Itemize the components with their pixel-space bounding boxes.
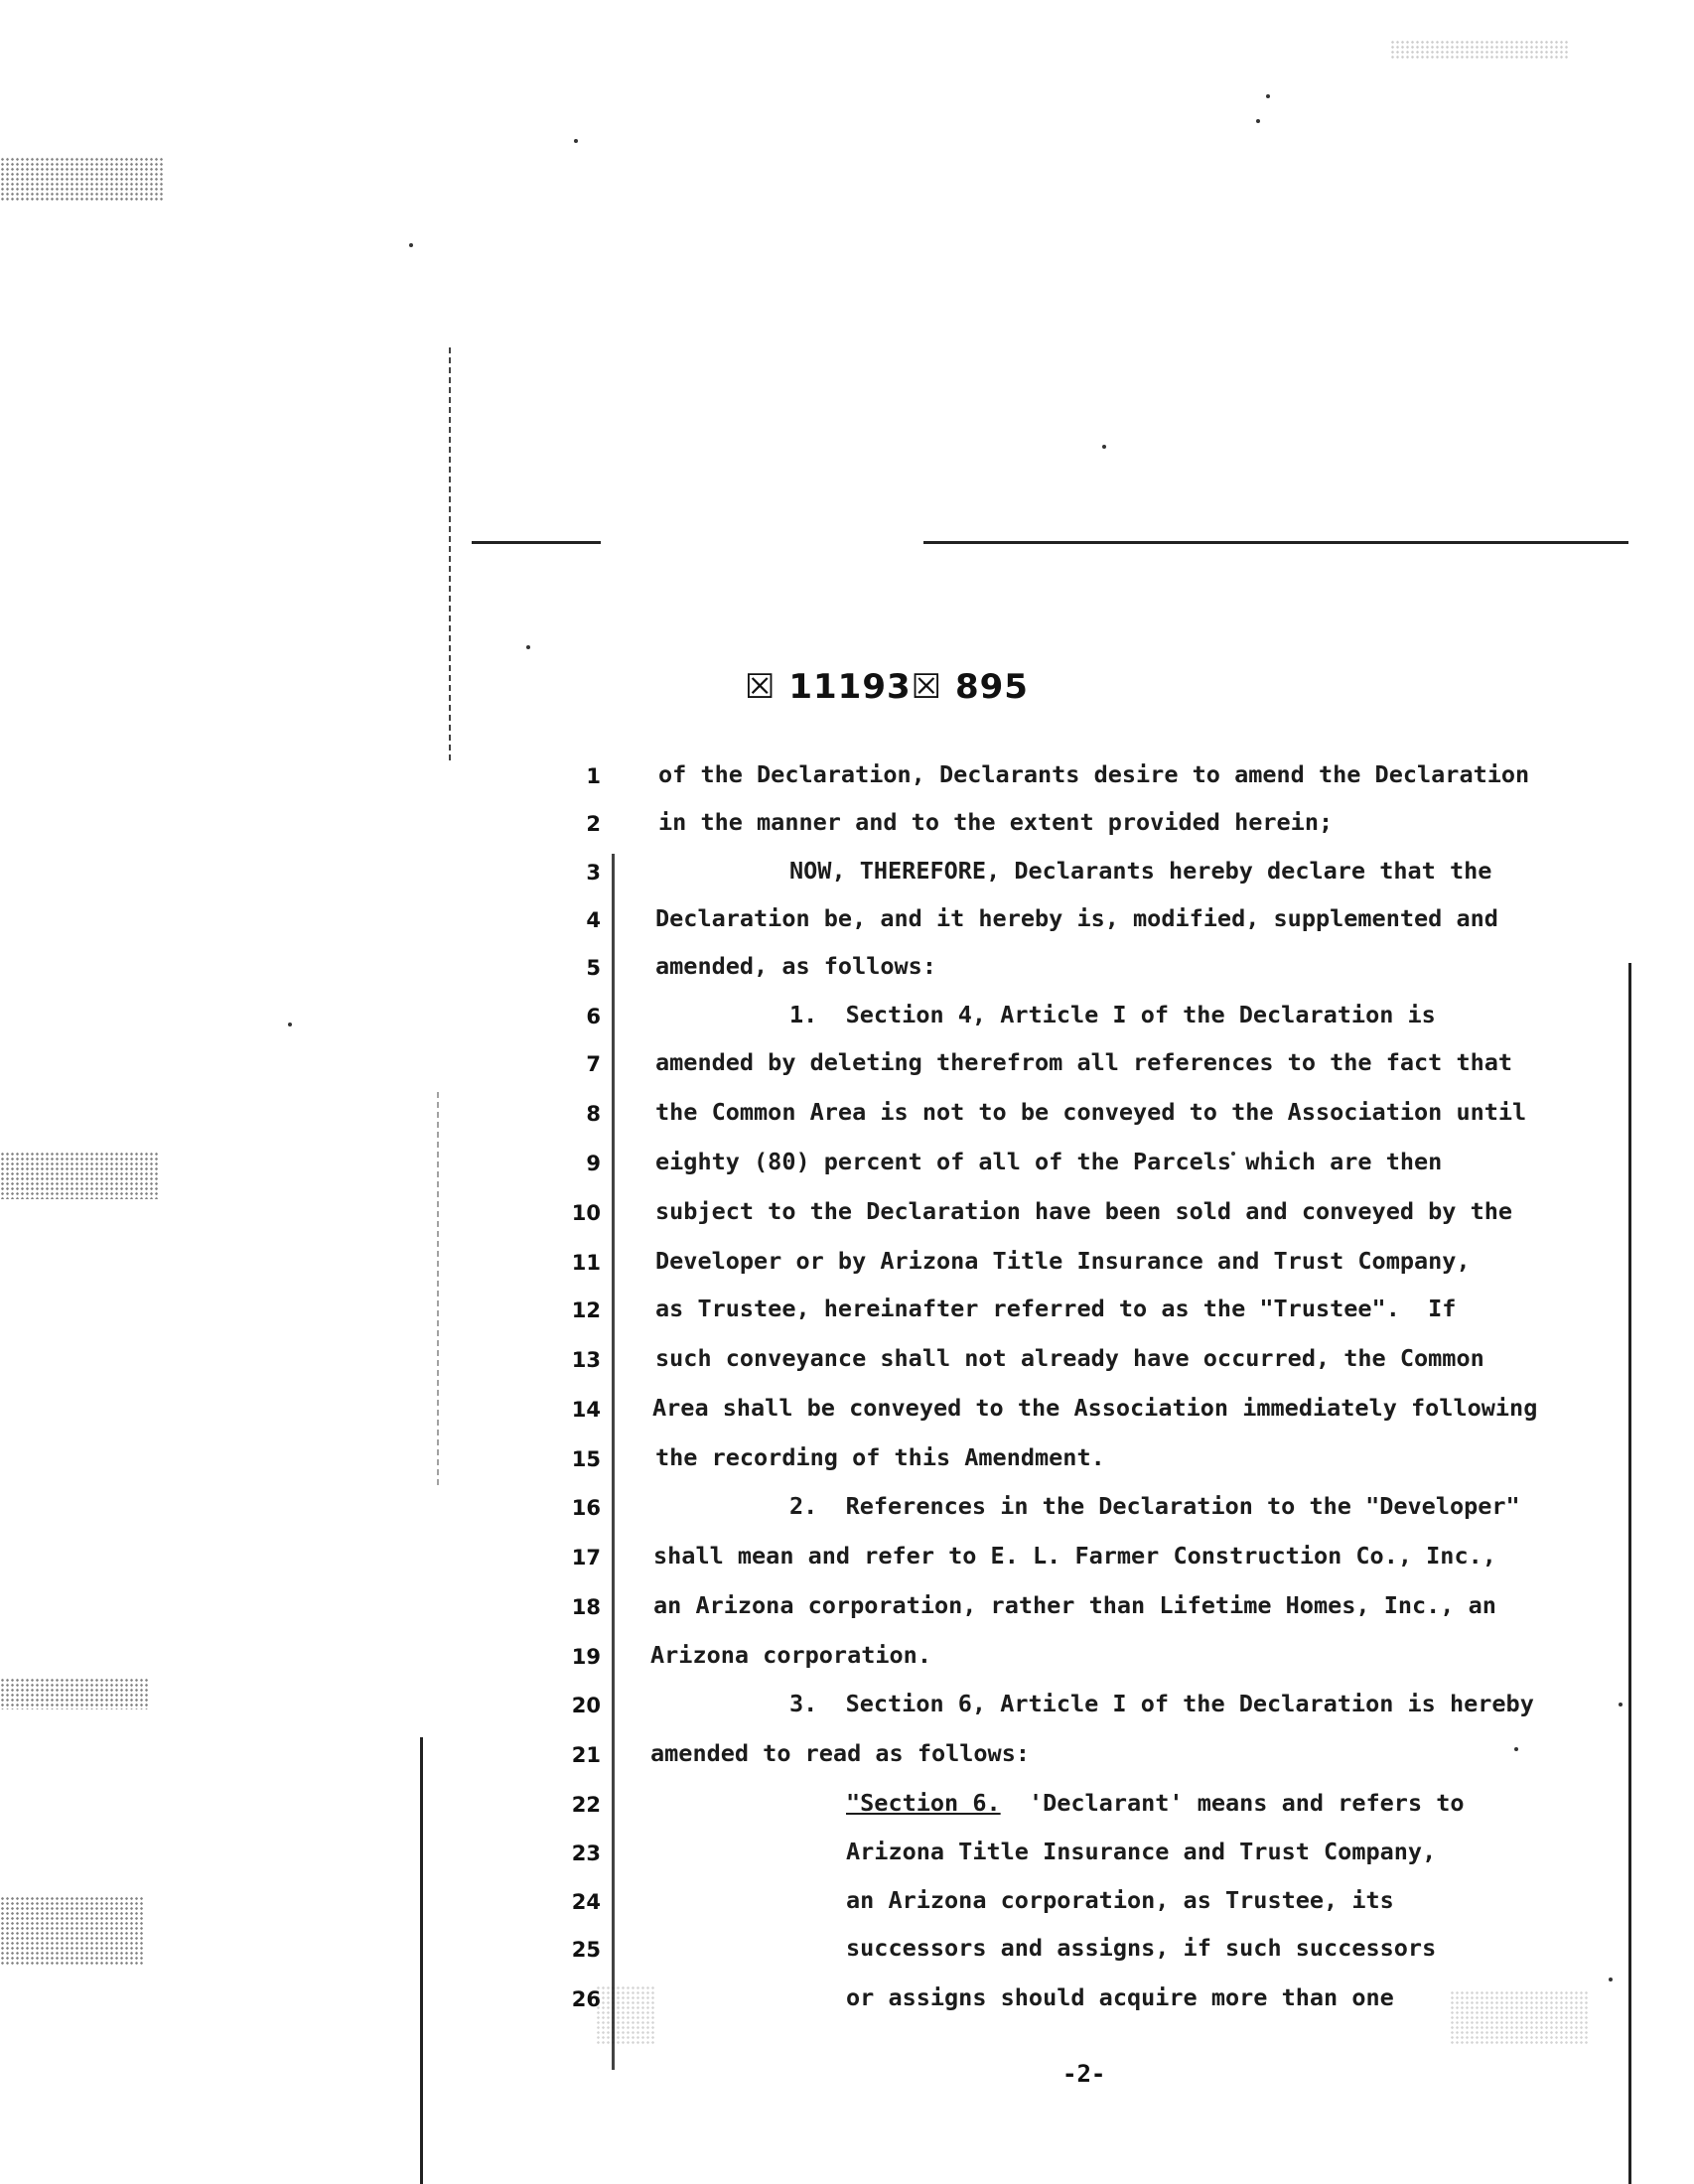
margin-binding-line [420, 1737, 423, 2184]
body-text-line: 1. Section 4, Article I of the Declaration is [789, 1001, 1436, 1028]
body-text-line: NOW, THEREFORE, Declarants hereby declare that the [789, 857, 1492, 885]
body-text-line: of the Declaration, Declarants desire to amend the Declaration [658, 760, 1530, 788]
scan-speck [1609, 1978, 1613, 1981]
scan-artifact-halftone [0, 157, 164, 202]
body-text-line: amended, as follows: [655, 952, 936, 980]
line-number: 16 [571, 1496, 601, 1520]
body-text-line: Developer or by Arizona Title Insurance and Trust Company, [655, 1247, 1471, 1275]
line-number: 19 [571, 1645, 601, 1669]
scan-artifact-halftone [0, 1152, 159, 1199]
line-number: 3 [586, 861, 601, 885]
line-number: 26 [571, 1987, 601, 2011]
line-number: 1 [586, 764, 601, 788]
section-heading: "Section 6. [846, 1789, 1001, 1817]
line-number: 6 [586, 1005, 601, 1028]
recording-number: ☒ 11193☒ 895 [745, 667, 1029, 707]
line-number: 14 [571, 1398, 601, 1422]
scan-artifact-halftone [0, 1678, 149, 1709]
line-number: 23 [571, 1842, 601, 1865]
line-number: 15 [571, 1447, 601, 1471]
body-text-line: the Common Area is not to be conveyed to the Association until [655, 1098, 1527, 1126]
quoted-section-text: 'Declarant' means and refers to [1028, 1789, 1465, 1817]
scan-speck [1256, 119, 1260, 123]
scan-speck [288, 1023, 292, 1026]
right-margin-rule [1628, 963, 1631, 2184]
line-number: 10 [571, 1201, 601, 1225]
line-number: 21 [571, 1743, 601, 1767]
scan-speck [526, 645, 530, 649]
line-number: 12 [571, 1298, 601, 1322]
line-number: 18 [571, 1595, 601, 1619]
line-number: 8 [586, 1102, 601, 1126]
scan-artifact-halftone [1450, 1990, 1589, 2045]
line-number: 25 [571, 1938, 601, 1962]
quoted-section-line [846, 1789, 1465, 1817]
quoted-section-line: an Arizona corporation, as Trustee, its [846, 1886, 1394, 1914]
quoted-section-line: Arizona Title Insurance and Trust Company, [846, 1838, 1437, 1865]
line-number: 24 [571, 1890, 601, 1914]
margin-binding-line [437, 1092, 439, 1489]
line-number: 4 [586, 908, 601, 932]
scan-speck [1102, 445, 1106, 449]
scan-speck [1514, 1747, 1518, 1751]
line-number: 20 [571, 1694, 601, 1717]
line-number: 5 [586, 956, 601, 980]
line-number: 2 [586, 812, 601, 836]
scan-speck [1266, 94, 1270, 98]
scan-speck [1619, 1703, 1623, 1706]
line-number: 11 [571, 1251, 601, 1275]
page-number: -2- [1062, 2060, 1106, 2088]
body-text-line: Arizona corporation. [650, 1641, 931, 1669]
body-text-line: amended to read as follows: [650, 1739, 1031, 1767]
header-rule-left [472, 541, 601, 544]
body-text-line: Area shall be conveyed to the Association immediately following [652, 1394, 1538, 1422]
scan-artifact-halftone [1390, 40, 1569, 60]
line-number: 17 [571, 1546, 601, 1570]
scan-artifact-halftone [596, 1985, 655, 2045]
body-text-line: an Arizona corporation, rather than Lifetime Homes, Inc., an [653, 1591, 1496, 1619]
header-rule-right [923, 541, 1628, 544]
body-text-line: 2. References in the Declaration to the "Developer" [789, 1492, 1520, 1520]
line-number-rule [612, 854, 615, 2070]
line-number: 9 [586, 1152, 601, 1175]
quoted-section-line: successors and assigns, if such successors [846, 1934, 1437, 1962]
scan-speck [409, 243, 413, 247]
scan-speck [574, 139, 578, 143]
body-text-line: 3. Section 6, Article I of the Declaration is hereby [789, 1690, 1534, 1717]
body-text-line: subject to the Declaration have been sold and conveyed by the [655, 1197, 1513, 1225]
body-text-line: eighty (80) percent of all of the Parcels which are then [655, 1148, 1443, 1175]
body-text-line: amended by deleting therefrom all references to the fact that [655, 1048, 1513, 1076]
body-text-line: in the manner and to the extent provided herein; [658, 808, 1334, 836]
body-text-line: such conveyance shall not already have occurred, the Common [655, 1344, 1484, 1372]
line-number: 7 [586, 1052, 601, 1076]
body-text-line: as Trustee, hereinafter referred to as the "Trustee". If [655, 1295, 1457, 1322]
body-text-line: shall mean and refer to E. L. Farmer Construction Co., Inc., [653, 1542, 1496, 1570]
scan-artifact-halftone [0, 1896, 144, 1966]
line-number: 22 [571, 1793, 601, 1817]
body-text-line: Declaration be, and it hereby is, modified, supplemented and [655, 904, 1498, 932]
body-text-line: the recording of this Amendment. [655, 1443, 1105, 1471]
line-number: 13 [571, 1348, 601, 1372]
quoted-section-line: or assigns should acquire more than one [846, 1983, 1394, 2011]
